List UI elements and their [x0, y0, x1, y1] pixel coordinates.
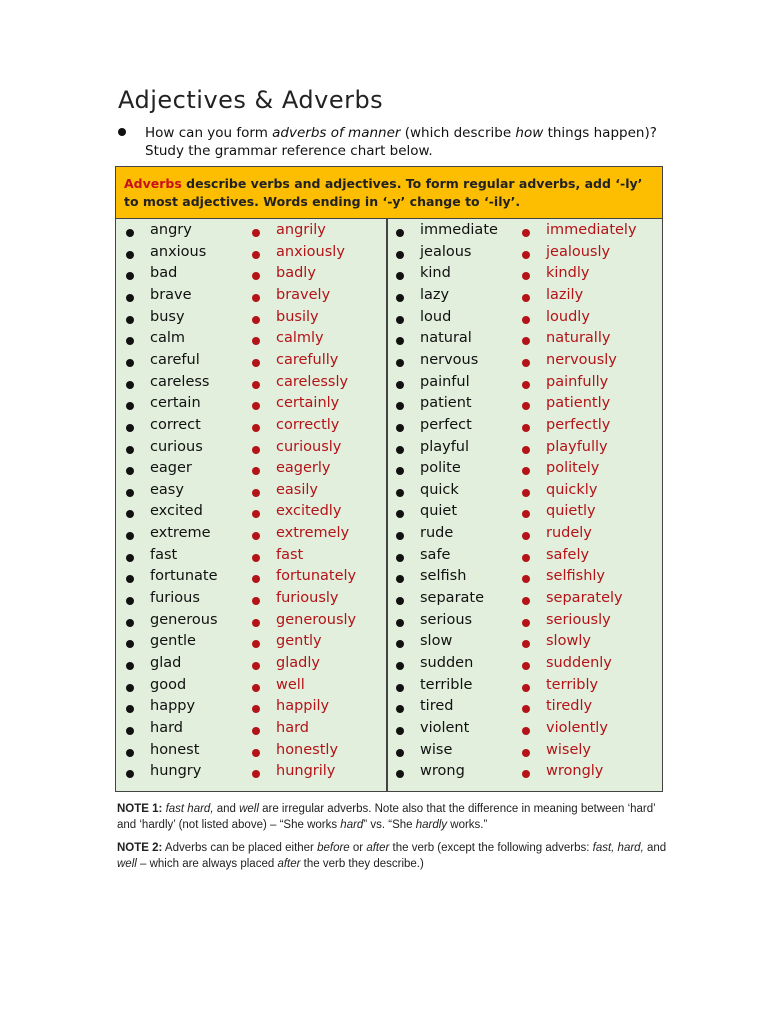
- red-bullet-icon: [522, 705, 530, 713]
- word-pair-row: [386, 352, 656, 373]
- word-pair-row: [116, 677, 386, 698]
- adverb: certainly: [276, 395, 340, 412]
- bullet-icon: [396, 294, 404, 302]
- adverb: seriously: [546, 611, 611, 628]
- adjective: furious: [150, 590, 200, 607]
- adjective: tired: [420, 698, 454, 715]
- adjective: wrong: [420, 763, 465, 780]
- adjective: terrible: [420, 676, 473, 693]
- adverb: extremely: [276, 525, 350, 542]
- reference-chart: [115, 166, 663, 792]
- word-pair-row: [386, 677, 656, 698]
- adverb: well: [276, 676, 305, 693]
- red-bullet-icon: [252, 510, 260, 518]
- red-bullet-icon: [522, 467, 530, 475]
- adjective: hard: [150, 719, 183, 736]
- word-pair-row: [116, 503, 386, 524]
- chart-header: Adverbs describe verbs and adjectives. To form regular adverbs, add ‘-ly’ to most adjectives. Words ending in ‘-y’ change to ‘-ily’.: [116, 167, 662, 219]
- adverb: fast: [276, 546, 304, 563]
- adjective: playful: [420, 438, 470, 455]
- adjective: lazy: [420, 286, 450, 303]
- adverb: easily: [276, 481, 318, 498]
- adverb: bravely: [276, 286, 331, 303]
- red-bullet-icon: [522, 749, 530, 757]
- word-pair-row: [386, 633, 656, 654]
- bullet-icon: [126, 510, 134, 518]
- adverb: gladly: [276, 655, 320, 671]
- adverb: playfully: [546, 438, 608, 455]
- adverb: eagerly: [276, 460, 331, 477]
- word-pair-row: [386, 460, 656, 481]
- adjective: extreme: [150, 525, 211, 542]
- red-bullet-icon: [522, 272, 530, 280]
- bullet-icon: [396, 749, 404, 757]
- word-pair-row: [386, 482, 656, 503]
- adjective: slow: [420, 633, 453, 650]
- red-bullet-icon: [252, 532, 260, 540]
- bullet-icon: [126, 251, 134, 259]
- word-pair-row: [386, 265, 656, 286]
- word-pair-row: [116, 265, 386, 286]
- adjective: serious: [420, 611, 473, 628]
- word-pair-row: [386, 590, 656, 611]
- red-bullet-icon: [252, 272, 260, 280]
- word-pair-row: [116, 417, 386, 438]
- bullet-icon: [126, 402, 134, 410]
- word-pair-row: [386, 720, 656, 741]
- red-bullet-icon: [252, 316, 260, 324]
- adjective: sudden: [420, 655, 474, 671]
- word-pair-row: [116, 460, 386, 481]
- adjective: loud: [420, 308, 452, 325]
- word-pair-row: [386, 330, 656, 351]
- red-bullet-icon: [522, 554, 530, 562]
- red-bullet-icon: [252, 402, 260, 410]
- word-pair-row: [386, 244, 656, 265]
- adjective: rude: [420, 525, 454, 542]
- adjective: excited: [150, 503, 203, 520]
- red-bullet-icon: [252, 597, 260, 605]
- adjective: perfect: [420, 416, 472, 433]
- adverb: correctly: [276, 416, 340, 433]
- bullet-icon: [126, 662, 134, 670]
- bullet-icon: [396, 619, 404, 627]
- word-pair-row: [116, 244, 386, 265]
- word-pair-row: [116, 330, 386, 351]
- bullet-icon: [396, 251, 404, 259]
- word-pair-row: [116, 395, 386, 416]
- word-pair-row: [116, 763, 386, 784]
- red-bullet-icon: [522, 510, 530, 518]
- word-pair-row: [116, 439, 386, 460]
- word-pair-row: [116, 309, 386, 330]
- word-pair-row: [116, 374, 386, 395]
- adjective: curious: [150, 438, 203, 455]
- bullet-icon: [126, 532, 134, 540]
- adjective: fast: [150, 546, 178, 563]
- adverb: wrongly: [546, 763, 604, 780]
- red-bullet-icon: [252, 770, 260, 778]
- notes: [117, 801, 677, 879]
- adjective: calm: [150, 330, 186, 347]
- adverb: happily: [276, 698, 330, 715]
- word-pair-row: [116, 222, 386, 243]
- adverb: terribly: [546, 676, 599, 693]
- word-pair-row: [386, 287, 656, 308]
- adjective: violent: [420, 719, 470, 736]
- bullet-icon: [396, 575, 404, 583]
- adjective: patient: [420, 395, 472, 412]
- intro-text: How can you form adverbs of manner (which describe how things happen)? Study the grammar reference chart below.: [145, 125, 657, 159]
- adverb: loudly: [546, 308, 590, 325]
- word-pair-row: [116, 482, 386, 503]
- adverb: carefully: [276, 351, 339, 368]
- red-bullet-icon: [522, 424, 530, 432]
- adjective: correct: [150, 416, 201, 433]
- adjective: bad: [150, 265, 178, 282]
- red-bullet-icon: [522, 770, 530, 778]
- red-bullet-icon: [252, 381, 260, 389]
- bullet-icon: [126, 489, 134, 497]
- bullet-icon: [396, 229, 404, 237]
- adverb: gently: [276, 633, 322, 650]
- word-pair-row: [386, 568, 656, 589]
- bullet-icon: [126, 272, 134, 280]
- red-bullet-icon: [522, 446, 530, 454]
- red-bullet-icon: [252, 619, 260, 627]
- red-bullet-icon: [252, 749, 260, 757]
- adjective: immediate: [420, 222, 498, 238]
- bullet-icon: [126, 770, 134, 778]
- adjective: fortunate: [150, 568, 218, 585]
- adverb: badly: [276, 265, 316, 282]
- word-pair-row: [116, 547, 386, 568]
- bullet-icon: [396, 597, 404, 605]
- red-bullet-icon: [522, 402, 530, 410]
- adverb: perfectly: [546, 416, 611, 433]
- bullet-icon: [126, 640, 134, 648]
- adverb: calmly: [276, 330, 324, 347]
- note-1: NOTE 1: fast hard, and well are irregular adverbs. Note also that the difference in meaning between ‘hard’ and ‘hardly’ (not listed above) – “She works hard” vs. “She hardly works.”: [117, 803, 656, 831]
- adverb: hard: [276, 719, 309, 736]
- adverb: jealously: [546, 243, 611, 260]
- word-pair-row: [116, 633, 386, 654]
- adjective: kind: [420, 265, 451, 282]
- red-bullet-icon: [522, 294, 530, 302]
- red-bullet-icon: [252, 337, 260, 345]
- word-pair-row: [116, 720, 386, 741]
- adjective: angry: [150, 222, 192, 238]
- bullet-icon: [126, 684, 134, 692]
- adverb: immediately: [546, 222, 637, 238]
- red-bullet-icon: [252, 705, 260, 713]
- adjective: quick: [420, 481, 459, 498]
- word-pair-row: [386, 439, 656, 460]
- adverb: excitedly: [276, 503, 342, 520]
- adverb: safely: [546, 546, 590, 563]
- red-bullet-icon: [522, 381, 530, 389]
- adjective: good: [150, 676, 187, 693]
- word-pair-row: [116, 590, 386, 611]
- word-pair-row: [116, 742, 386, 763]
- red-bullet-icon: [252, 727, 260, 735]
- adjective: easy: [150, 481, 184, 498]
- bullet-icon: [396, 510, 404, 518]
- bullet-icon: [126, 316, 134, 324]
- adverb: naturally: [546, 330, 611, 347]
- word-pair-row: [386, 547, 656, 568]
- bullet-icon: [126, 337, 134, 345]
- bullet-icon: [396, 727, 404, 735]
- note-2: NOTE 2: Adverbs can be placed either before or after the verb (except the following adverbs: fast, hard, and well – which are always placed after the verb they describe.): [117, 842, 667, 870]
- word-pair-row: [386, 655, 656, 676]
- bullet-icon: [396, 554, 404, 562]
- red-bullet-icon: [522, 337, 530, 345]
- adverb: lazily: [546, 286, 584, 303]
- word-pair-row: [386, 374, 656, 395]
- word-pair-row: [386, 503, 656, 524]
- adverb: wisely: [546, 741, 591, 758]
- bullet-icon: [396, 446, 404, 454]
- red-bullet-icon: [522, 640, 530, 648]
- bullet-icon: [118, 128, 126, 136]
- adverb: patiently: [546, 395, 611, 412]
- bullet-icon: [126, 619, 134, 627]
- bullet-icon: [396, 640, 404, 648]
- bullet-icon: [126, 597, 134, 605]
- adjective: busy: [150, 308, 185, 325]
- red-bullet-icon: [252, 489, 260, 497]
- red-bullet-icon: [522, 229, 530, 237]
- adverb: painfully: [546, 373, 609, 390]
- adverb: hungrily: [276, 763, 336, 780]
- bullet-icon: [126, 749, 134, 757]
- intro-instruction: [118, 124, 678, 160]
- bullet-icon: [126, 467, 134, 475]
- word-pair-row: [386, 742, 656, 763]
- adverb: quietly: [546, 503, 596, 520]
- bullet-icon: [396, 662, 404, 670]
- adjective: natural: [420, 330, 472, 347]
- bullet-icon: [126, 359, 134, 367]
- adverb: quickly: [546, 481, 598, 498]
- adverb: politely: [546, 460, 600, 477]
- adjective: hungry: [150, 763, 202, 780]
- word-pair-row: [116, 568, 386, 589]
- bullet-icon: [126, 294, 134, 302]
- adjective: wise: [420, 741, 453, 758]
- adjective: generous: [150, 611, 218, 628]
- adverb: nervously: [546, 351, 617, 368]
- adverb: tiredly: [546, 698, 593, 715]
- adverb: fortunately: [276, 568, 357, 585]
- adjective: eager: [150, 460, 192, 477]
- adverb: suddenly: [546, 655, 612, 671]
- red-bullet-icon: [522, 316, 530, 324]
- adjective: safe: [420, 546, 451, 563]
- red-bullet-icon: [522, 597, 530, 605]
- red-bullet-icon: [252, 294, 260, 302]
- adverb: furiously: [276, 590, 339, 607]
- red-bullet-icon: [252, 359, 260, 367]
- adverb: curiously: [276, 438, 342, 455]
- adverb: honestly: [276, 741, 339, 758]
- bullet-icon: [396, 705, 404, 713]
- adjective: nervous: [420, 351, 479, 368]
- page-title: Adjectives & Adverbs: [118, 86, 384, 114]
- adverb: kindly: [546, 265, 590, 282]
- adverb: violently: [546, 719, 608, 736]
- word-pair-row: [386, 395, 656, 416]
- bullet-icon: [396, 770, 404, 778]
- adverb: generously: [276, 611, 357, 628]
- adverb: selfishly: [546, 568, 605, 585]
- red-bullet-icon: [522, 684, 530, 692]
- bullet-icon: [396, 402, 404, 410]
- bullet-icon: [396, 337, 404, 345]
- word-pair-row: [386, 698, 656, 719]
- adjective: glad: [150, 655, 182, 671]
- bullet-icon: [396, 467, 404, 475]
- bullet-icon: [396, 424, 404, 432]
- red-bullet-icon: [252, 684, 260, 692]
- bullet-icon: [396, 359, 404, 367]
- red-bullet-icon: [522, 489, 530, 497]
- bullet-icon: [126, 424, 134, 432]
- red-bullet-icon: [522, 251, 530, 259]
- red-bullet-icon: [522, 532, 530, 540]
- bullet-icon: [396, 381, 404, 389]
- adjective: certain: [150, 395, 201, 412]
- bullet-icon: [126, 575, 134, 583]
- adverb: anxiously: [276, 243, 345, 260]
- bullet-icon: [126, 381, 134, 389]
- red-bullet-icon: [252, 575, 260, 583]
- bullet-icon: [396, 489, 404, 497]
- adjective: happy: [150, 698, 196, 715]
- word-pair-row: [386, 417, 656, 438]
- bullet-icon: [126, 446, 134, 454]
- red-bullet-icon: [522, 662, 530, 670]
- adjective: careless: [150, 373, 210, 390]
- word-pair-row: [386, 763, 656, 784]
- adverb: busily: [276, 308, 319, 325]
- red-bullet-icon: [252, 554, 260, 562]
- red-bullet-icon: [252, 640, 260, 648]
- red-bullet-icon: [522, 359, 530, 367]
- adjective: brave: [150, 286, 192, 303]
- bullet-icon: [126, 229, 134, 237]
- adjective: gentle: [150, 633, 196, 650]
- adjective: careful: [150, 351, 200, 368]
- bullet-icon: [126, 705, 134, 713]
- adjective: polite: [420, 460, 461, 477]
- red-bullet-icon: [252, 251, 260, 259]
- bullet-icon: [126, 727, 134, 735]
- adjective: honest: [150, 741, 200, 758]
- word-pair-row: [386, 222, 656, 243]
- bullet-icon: [126, 554, 134, 562]
- word-pair-row: [386, 309, 656, 330]
- word-pair-row: [386, 525, 656, 546]
- adverb: angrily: [276, 222, 326, 238]
- word-pair-row: [386, 612, 656, 633]
- word-pair-row: [116, 655, 386, 676]
- adverb: carelessly: [276, 373, 349, 390]
- adjective: quiet: [420, 503, 458, 520]
- red-bullet-icon: [252, 229, 260, 237]
- red-bullet-icon: [522, 575, 530, 583]
- adjective: separate: [420, 590, 485, 607]
- red-bullet-icon: [522, 619, 530, 627]
- red-bullet-icon: [252, 662, 260, 670]
- word-pair-row: [116, 352, 386, 373]
- bullet-icon: [396, 272, 404, 280]
- adjective: jealous: [420, 243, 472, 260]
- word-pair-row: [116, 612, 386, 633]
- adjective: anxious: [150, 243, 207, 260]
- word-pair-row: [116, 287, 386, 308]
- adjective: selfish: [420, 568, 467, 585]
- red-bullet-icon: [252, 424, 260, 432]
- word-pair-row: [116, 698, 386, 719]
- bullet-icon: [396, 316, 404, 324]
- adverb: slowly: [546, 633, 591, 650]
- bullet-icon: [396, 684, 404, 692]
- word-pair-row: [116, 525, 386, 546]
- adjective: painful: [420, 373, 470, 390]
- bullet-icon: [396, 532, 404, 540]
- red-bullet-icon: [252, 446, 260, 454]
- adverb: separately: [546, 590, 623, 607]
- red-bullet-icon: [252, 467, 260, 475]
- red-bullet-icon: [522, 727, 530, 735]
- adverb: rudely: [546, 525, 592, 542]
